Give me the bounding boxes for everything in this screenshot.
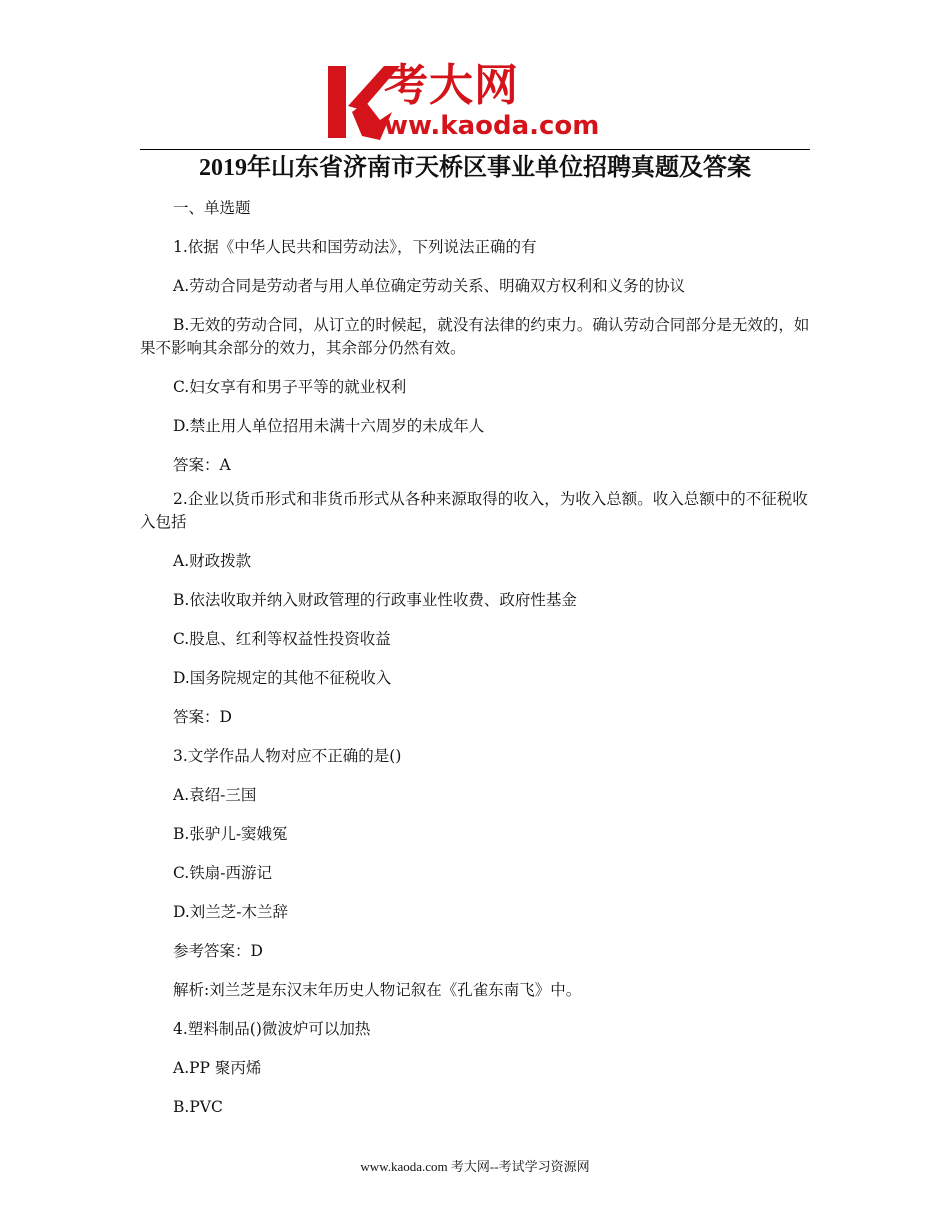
document-title: 2019年山东省济南市天桥区事业单位招聘真题及答案 <box>199 155 751 181</box>
answer-1: 答案：A <box>173 456 231 474</box>
question-3: 3.文学作品人物对应不正确的是() <box>173 747 402 765</box>
option-4a: A.PP 聚丙烯 <box>173 1059 262 1077</box>
option-2b: B.依法收取并纳入财政管理的行政事业性收费、政府性基金 <box>173 591 577 609</box>
document-body <box>140 197 816 1135</box>
header-rule <box>140 149 810 150</box>
option-3b: B.张驴儿-窦娥冤 <box>173 825 288 843</box>
option-2c: C.股息、红利等权益性投资收益 <box>173 630 391 648</box>
option-3d: D.刘兰芝-木兰辞 <box>173 903 289 921</box>
logo-url-text: www.kaoda.com <box>360 111 600 141</box>
explanation-3: 解析:刘兰芝是东汉末年历史人物记叙在《孔雀东南飞》中。 <box>173 981 582 999</box>
option-2d: D.国务院规定的其他不征税收入 <box>173 669 392 687</box>
option-4b: B.PVC <box>173 1098 223 1116</box>
option-1c: C.妇女享有和男子平等的就业权利 <box>173 378 407 396</box>
answer-3: 参考答案：D <box>173 942 263 960</box>
question-2: 2.企业以货币形式和非货币形式从各种来源取得的收入，为收入总额。收入总额中的不征税收入包括 <box>140 490 808 531</box>
question-1: 1.依据《中华人民共和国劳动法》，下列说法正确的有 <box>173 238 537 256</box>
logo-brand-text: 考大网 <box>384 60 519 111</box>
kaoda-logo <box>322 60 638 144</box>
option-3c: C.铁扇-西游记 <box>173 864 272 882</box>
section-heading: 一、单选题 <box>173 199 251 217</box>
option-3a: A.袁绍-三国 <box>173 786 257 804</box>
answer-2: 答案：D <box>173 708 232 726</box>
option-1a: A.劳动合同是劳动者与用人单位确定劳动关系、明确双方权利和义务的协议 <box>173 277 686 295</box>
option-2a: A.财政拨款 <box>173 552 252 570</box>
option-1d: D.禁止用人单位招用未满十六周岁的未成年人 <box>173 417 485 435</box>
question-4: 4.塑料制品()微波炉可以加热 <box>173 1020 371 1038</box>
option-1b: B.无效的劳动合同，从订立的时候起，就没有法律的约束力。确认劳动合同部分是无效的，如果不影响其余部分的效力，其余部分仍然有效。 <box>140 316 810 357</box>
page-footer: www.kaoda.com 考大网--考试学习资源网 <box>360 1159 590 1174</box>
